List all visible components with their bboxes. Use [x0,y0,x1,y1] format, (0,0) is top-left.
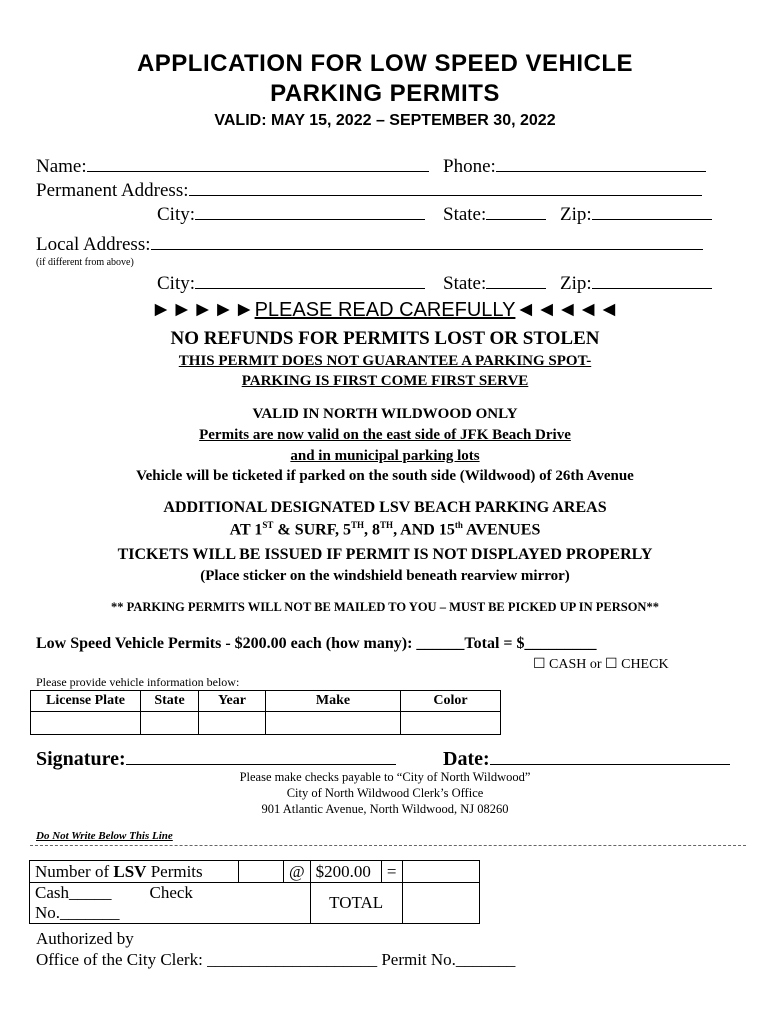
signature-row [36,748,396,771]
number-of-text: Number of [35,861,114,881]
checks-payable: Please make checks payable to “City of North Wildwood” [239,770,531,784]
clerk-permit-line[interactable]: Office of the City Clerk: ____________________ Permit No._______ [36,950,516,969]
vehicle-table-entry-row [31,712,501,735]
avenues-line [0,520,770,539]
not-mailed-notice: ** PARKING PERMITS WILL NOT BE MAILED TO YOU – MUST BE PICKED UP IN PERSON** [111,600,659,614]
price-cell: $200.00 [310,861,381,883]
permanent-address-row [36,180,702,202]
sticker-note: (Place sticker on the windshield beneath rearview mirror) [200,568,570,584]
do-not-write-label: Do Not Write Below This Line [36,830,173,842]
cut-line-divider [30,845,746,846]
avenues-eighth: , 8 [364,521,381,539]
read-carefully-banner [0,297,770,322]
city-label: City: [157,204,196,225]
permits-order-line[interactable]: Low Speed Vehicle Permits - $200.00 each (how many): ______Total = $_________ [36,635,597,652]
office-use-table [29,860,480,924]
clerk-office: City of North Wildwood Clerk’s Office [286,786,484,800]
vehicle-info-note: Please provide vehicle information below: [36,675,240,689]
permanent-address-label: Permanent Address: [36,180,189,201]
office-row-permits [30,861,480,883]
sup-th1: TH [351,520,365,530]
local-address-row [36,234,703,256]
jfk-line1: Permits are now valid on the east side of JFK Beach Drive [199,427,571,443]
date-label: Date: [443,748,490,770]
vehicle-info-table [30,690,501,735]
zip-label: Zip: [560,204,592,225]
local-state-row [443,273,546,295]
no-guarantee-line2: PARKING IS FIRST COME FIRST SERVE [241,373,529,389]
permanent-state-row [443,204,546,226]
local-address-label: Local Address: [36,234,151,255]
arrows-right-icon: ◄◄◄◄◄ [515,297,620,321]
permanent-city-field[interactable] [195,205,425,220]
signature-field[interactable] [126,748,396,765]
phone-field[interactable] [496,157,706,172]
local-zip-row [560,273,712,295]
number-of-permits-label [30,861,239,883]
make-cell[interactable] [266,712,401,735]
column-color: Color [401,691,501,712]
date-field[interactable] [490,748,730,765]
license-plate-cell[interactable] [31,712,141,735]
permanent-address-field[interactable] [189,181,702,196]
phone-row [443,156,706,178]
clerk-address: 901 Atlantic Avenue, North Wildwood, NJ 08260 [261,802,509,816]
city-label: City: [157,273,196,294]
sup-st: ST [262,520,274,530]
color-cell[interactable] [401,712,501,735]
state-cell[interactable] [141,712,199,735]
equals-sign: = [381,861,402,883]
grand-total-cell[interactable] [402,883,479,924]
state-label: State: [443,204,487,225]
arrows-left-icon: ►►►►► [150,297,255,321]
permits-count-cell[interactable] [239,861,284,883]
permanent-city-row [157,204,425,226]
local-state-field[interactable] [486,274,546,289]
permanent-zip-field[interactable] [592,205,712,220]
permanent-state-field[interactable] [486,205,546,220]
office-row-payment [30,883,480,924]
name-row [36,156,429,178]
read-carefully-text: PLEASE READ CAREFULLY [254,299,516,321]
if-different-note: (if different from above) [36,257,134,268]
no-guarantee-line1: THIS PERMIT DOES NOT GUARANTEE A PARKING SPOT- [178,353,592,369]
check-no-field[interactable]: Check No._______ [35,883,193,922]
column-state: State [141,691,199,712]
jfk-line2: and in municipal parking lots [290,448,480,464]
name-label: Name: [36,156,87,177]
total-amount-cell[interactable] [402,861,479,883]
local-zip-field[interactable] [592,274,712,289]
vehicle-table-header [31,691,501,712]
sup-th3: th [454,520,463,530]
avenues-surf: & SURF, 5 [273,521,352,539]
tickets-warning: TICKETS WILL BE ISSUED IF PERMIT IS NOT DISPLAYED PROPERLY [117,546,653,563]
permanent-zip-row [560,204,712,226]
local-address-field[interactable] [151,235,703,250]
permits-text: Permits [146,861,203,881]
cash-check-cell [30,883,284,924]
sup-th2: TH [380,520,394,530]
zip-label: Zip: [560,273,592,294]
no-refunds: NO REFUNDS FOR PERMITS LOST OR STOLEN [170,328,600,349]
state-label: State: [443,273,487,294]
column-license-plate: License Plate [31,691,141,712]
avenues-at: AT 1 [229,521,263,539]
phone-label: Phone: [443,156,496,177]
avenues-end: AVENUES [462,521,541,539]
form-title-line2: PARKING PERMITS [270,80,500,107]
signature-label: Signature: [36,748,126,770]
valid-north-wildwood: VALID IN NORTH WILDWOOD ONLY [252,406,518,422]
local-city-field[interactable] [195,274,425,289]
lsv-text: LSV [113,861,147,881]
column-make: Make [266,691,401,712]
year-cell[interactable] [199,712,266,735]
date-row [443,748,730,771]
name-field[interactable] [87,157,429,172]
avenues-fifteenth: , AND 15 [393,521,455,539]
column-year: Year [199,691,266,712]
additional-parking: ADDITIONAL DESIGNATED LSV BEACH PARKING AREAS [163,499,607,516]
authorized-by-label: Authorized by [36,929,134,948]
local-city-row [157,273,425,295]
at-sign: @ [284,861,311,883]
empty-cell [284,883,311,924]
total-label: TOTAL [310,883,402,924]
ticketed-warning: Vehicle will be ticketed if parked on the south side (Wildwood) of 26th Avenue [136,468,634,484]
form-title-line1: APPLICATION FOR LOW SPEED VEHICLE [136,50,634,77]
valid-dates: VALID: MAY 15, 2022 – SEPTEMBER 30, 2022 [214,112,556,129]
cash-field[interactable]: Cash_____ [35,883,112,902]
payment-method-options[interactable]: ☐ CASH or ☐ CHECK [533,657,669,672]
